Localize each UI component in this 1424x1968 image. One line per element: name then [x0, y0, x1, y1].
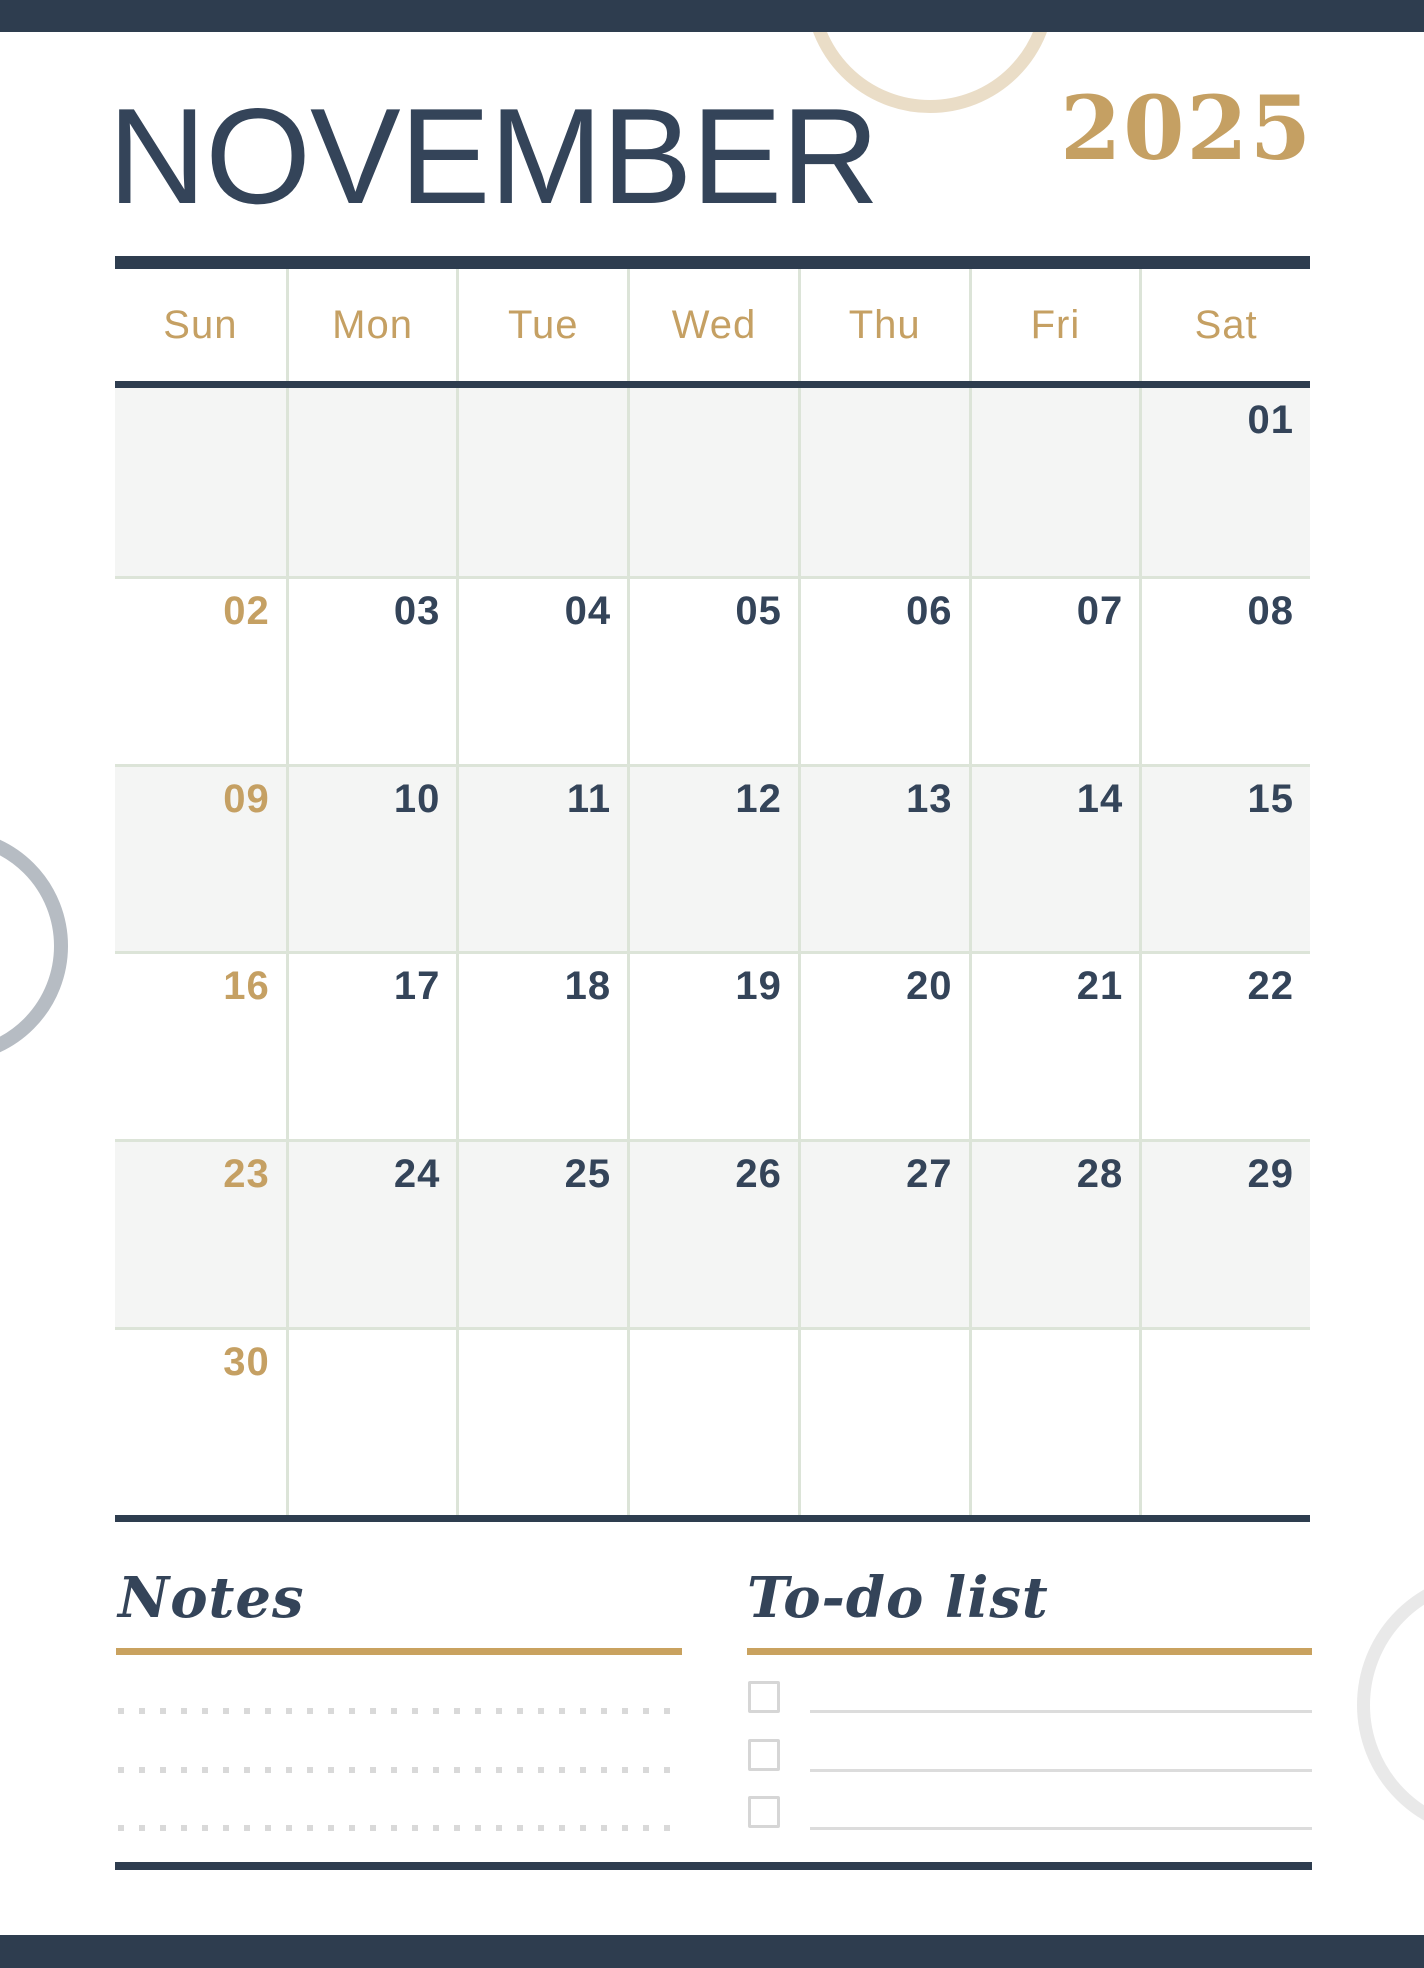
day-header-sun: Sun [163, 302, 238, 347]
date-cell-15 [1139, 764, 1310, 952]
date-number: 24 [393, 1152, 441, 1197]
date-cell-23 [115, 1139, 286, 1327]
date-number: 08 [1247, 588, 1294, 633]
date-cell-28 [969, 1139, 1140, 1327]
notes-dotted-line [118, 1825, 681, 1831]
day-header-wed: Wed [627, 269, 798, 381]
date-number: 15 [1247, 776, 1294, 821]
date-number: 26 [735, 1152, 782, 1197]
todo-line [810, 1769, 1312, 1772]
notes-dotted-line [118, 1708, 681, 1714]
day-header-fri: Fri [969, 269, 1140, 381]
date-cell-29 [1139, 1139, 1310, 1327]
date-cell-22 [1139, 951, 1310, 1139]
date-cell-13 [798, 764, 969, 952]
date-cell-empty [969, 1327, 1140, 1515]
date-number: 19 [735, 964, 782, 1009]
date-cell-30 [115, 1327, 286, 1515]
date-number: 03 [393, 588, 441, 633]
date-cell-26 [627, 1139, 798, 1327]
date-cell-empty [798, 1327, 969, 1515]
date-number: 05 [735, 588, 782, 633]
date-cell-07 [969, 576, 1140, 764]
date-cell-empty [115, 388, 286, 576]
date-cell-06 [798, 576, 969, 764]
date-number: 09 [223, 776, 270, 821]
date-number: 28 [1076, 1152, 1124, 1197]
date-cell-empty [286, 1327, 457, 1515]
calendar-mid-rule [115, 381, 1310, 388]
date-number: 18 [564, 964, 612, 1009]
day-header-thu: Thu [798, 269, 969, 381]
date-cell-empty [1139, 1327, 1310, 1515]
date-cell-20 [798, 951, 969, 1139]
date-number: 30 [223, 1339, 270, 1384]
date-cell-09 [115, 764, 286, 952]
bottom-right-circle-decoration [1357, 1572, 1424, 1838]
todo-underline [747, 1648, 1312, 1655]
date-number: 07 [1076, 588, 1124, 633]
calendar-grid [115, 388, 1310, 1515]
date-number: 10 [393, 776, 441, 821]
date-cell-19 [627, 951, 798, 1139]
day-header-mon: Mon [286, 269, 457, 381]
date-cell-14 [969, 764, 1140, 952]
date-cell-24 [286, 1139, 457, 1327]
date-cell-01 [1139, 388, 1310, 576]
todo-checkbox[interactable] [748, 1796, 780, 1828]
section-divider [115, 1862, 1312, 1870]
date-cell-empty [286, 388, 457, 576]
todo-line [810, 1827, 1312, 1830]
todo-title: To-do list [747, 1565, 1049, 1631]
notes-dotted-line [118, 1767, 681, 1773]
date-number: 11 [566, 776, 612, 821]
date-cell-10 [286, 764, 457, 952]
date-cell-11 [456, 764, 627, 952]
calendar-table [115, 256, 1310, 1522]
calendar-top-rule [115, 256, 1310, 269]
date-number: 06 [906, 588, 953, 633]
notes-underline [116, 1648, 682, 1655]
todo-checkbox[interactable] [748, 1739, 780, 1771]
todo-line [810, 1710, 1312, 1713]
date-cell-empty [969, 388, 1140, 576]
day-header-tue: Tue [456, 269, 627, 381]
date-cell-04 [456, 576, 627, 764]
date-number: 14 [1076, 776, 1124, 821]
date-number: 25 [564, 1152, 612, 1197]
date-cell-21 [969, 951, 1140, 1139]
bottom-bar [0, 1935, 1424, 1968]
date-cell-05 [627, 576, 798, 764]
year-label: 2025 [1060, 76, 1313, 180]
notes-title: Notes [118, 1565, 305, 1631]
date-number: 02 [223, 588, 270, 633]
date-cell-08 [1139, 576, 1310, 764]
date-number: 21 [1076, 964, 1124, 1009]
date-cell-16 [115, 951, 286, 1139]
date-cell-12 [627, 764, 798, 952]
calendar-bottom-rule [115, 1515, 1310, 1522]
left-circle-decoration [0, 829, 68, 1063]
date-number: 17 [393, 964, 441, 1009]
date-number: 29 [1247, 1152, 1294, 1197]
date-cell-empty [627, 1327, 798, 1515]
date-number: 27 [906, 1152, 953, 1197]
date-number: 16 [223, 964, 270, 1009]
day-header-row [115, 269, 1310, 381]
date-number: 04 [564, 588, 612, 633]
date-cell-02 [115, 576, 286, 764]
top-bar [0, 0, 1424, 32]
date-number: 01 [1247, 398, 1294, 442]
date-number: 12 [735, 776, 782, 821]
date-number: 22 [1247, 964, 1294, 1009]
date-cell-empty [798, 388, 969, 576]
date-cell-empty [456, 388, 627, 576]
day-header-sat: Sat [1139, 269, 1310, 381]
date-number: 20 [906, 964, 953, 1009]
date-number: 13 [906, 776, 953, 821]
date-cell-25 [456, 1139, 627, 1327]
month-title: NOVEMBER [108, 80, 879, 232]
date-cell-27 [798, 1139, 969, 1327]
date-cell-03 [286, 576, 457, 764]
date-cell-empty [456, 1327, 627, 1515]
todo-checkbox[interactable] [748, 1681, 780, 1713]
date-cell-18 [456, 951, 627, 1139]
date-number: 23 [223, 1152, 270, 1197]
date-cell-17 [286, 951, 457, 1139]
date-cell-empty [627, 388, 798, 576]
